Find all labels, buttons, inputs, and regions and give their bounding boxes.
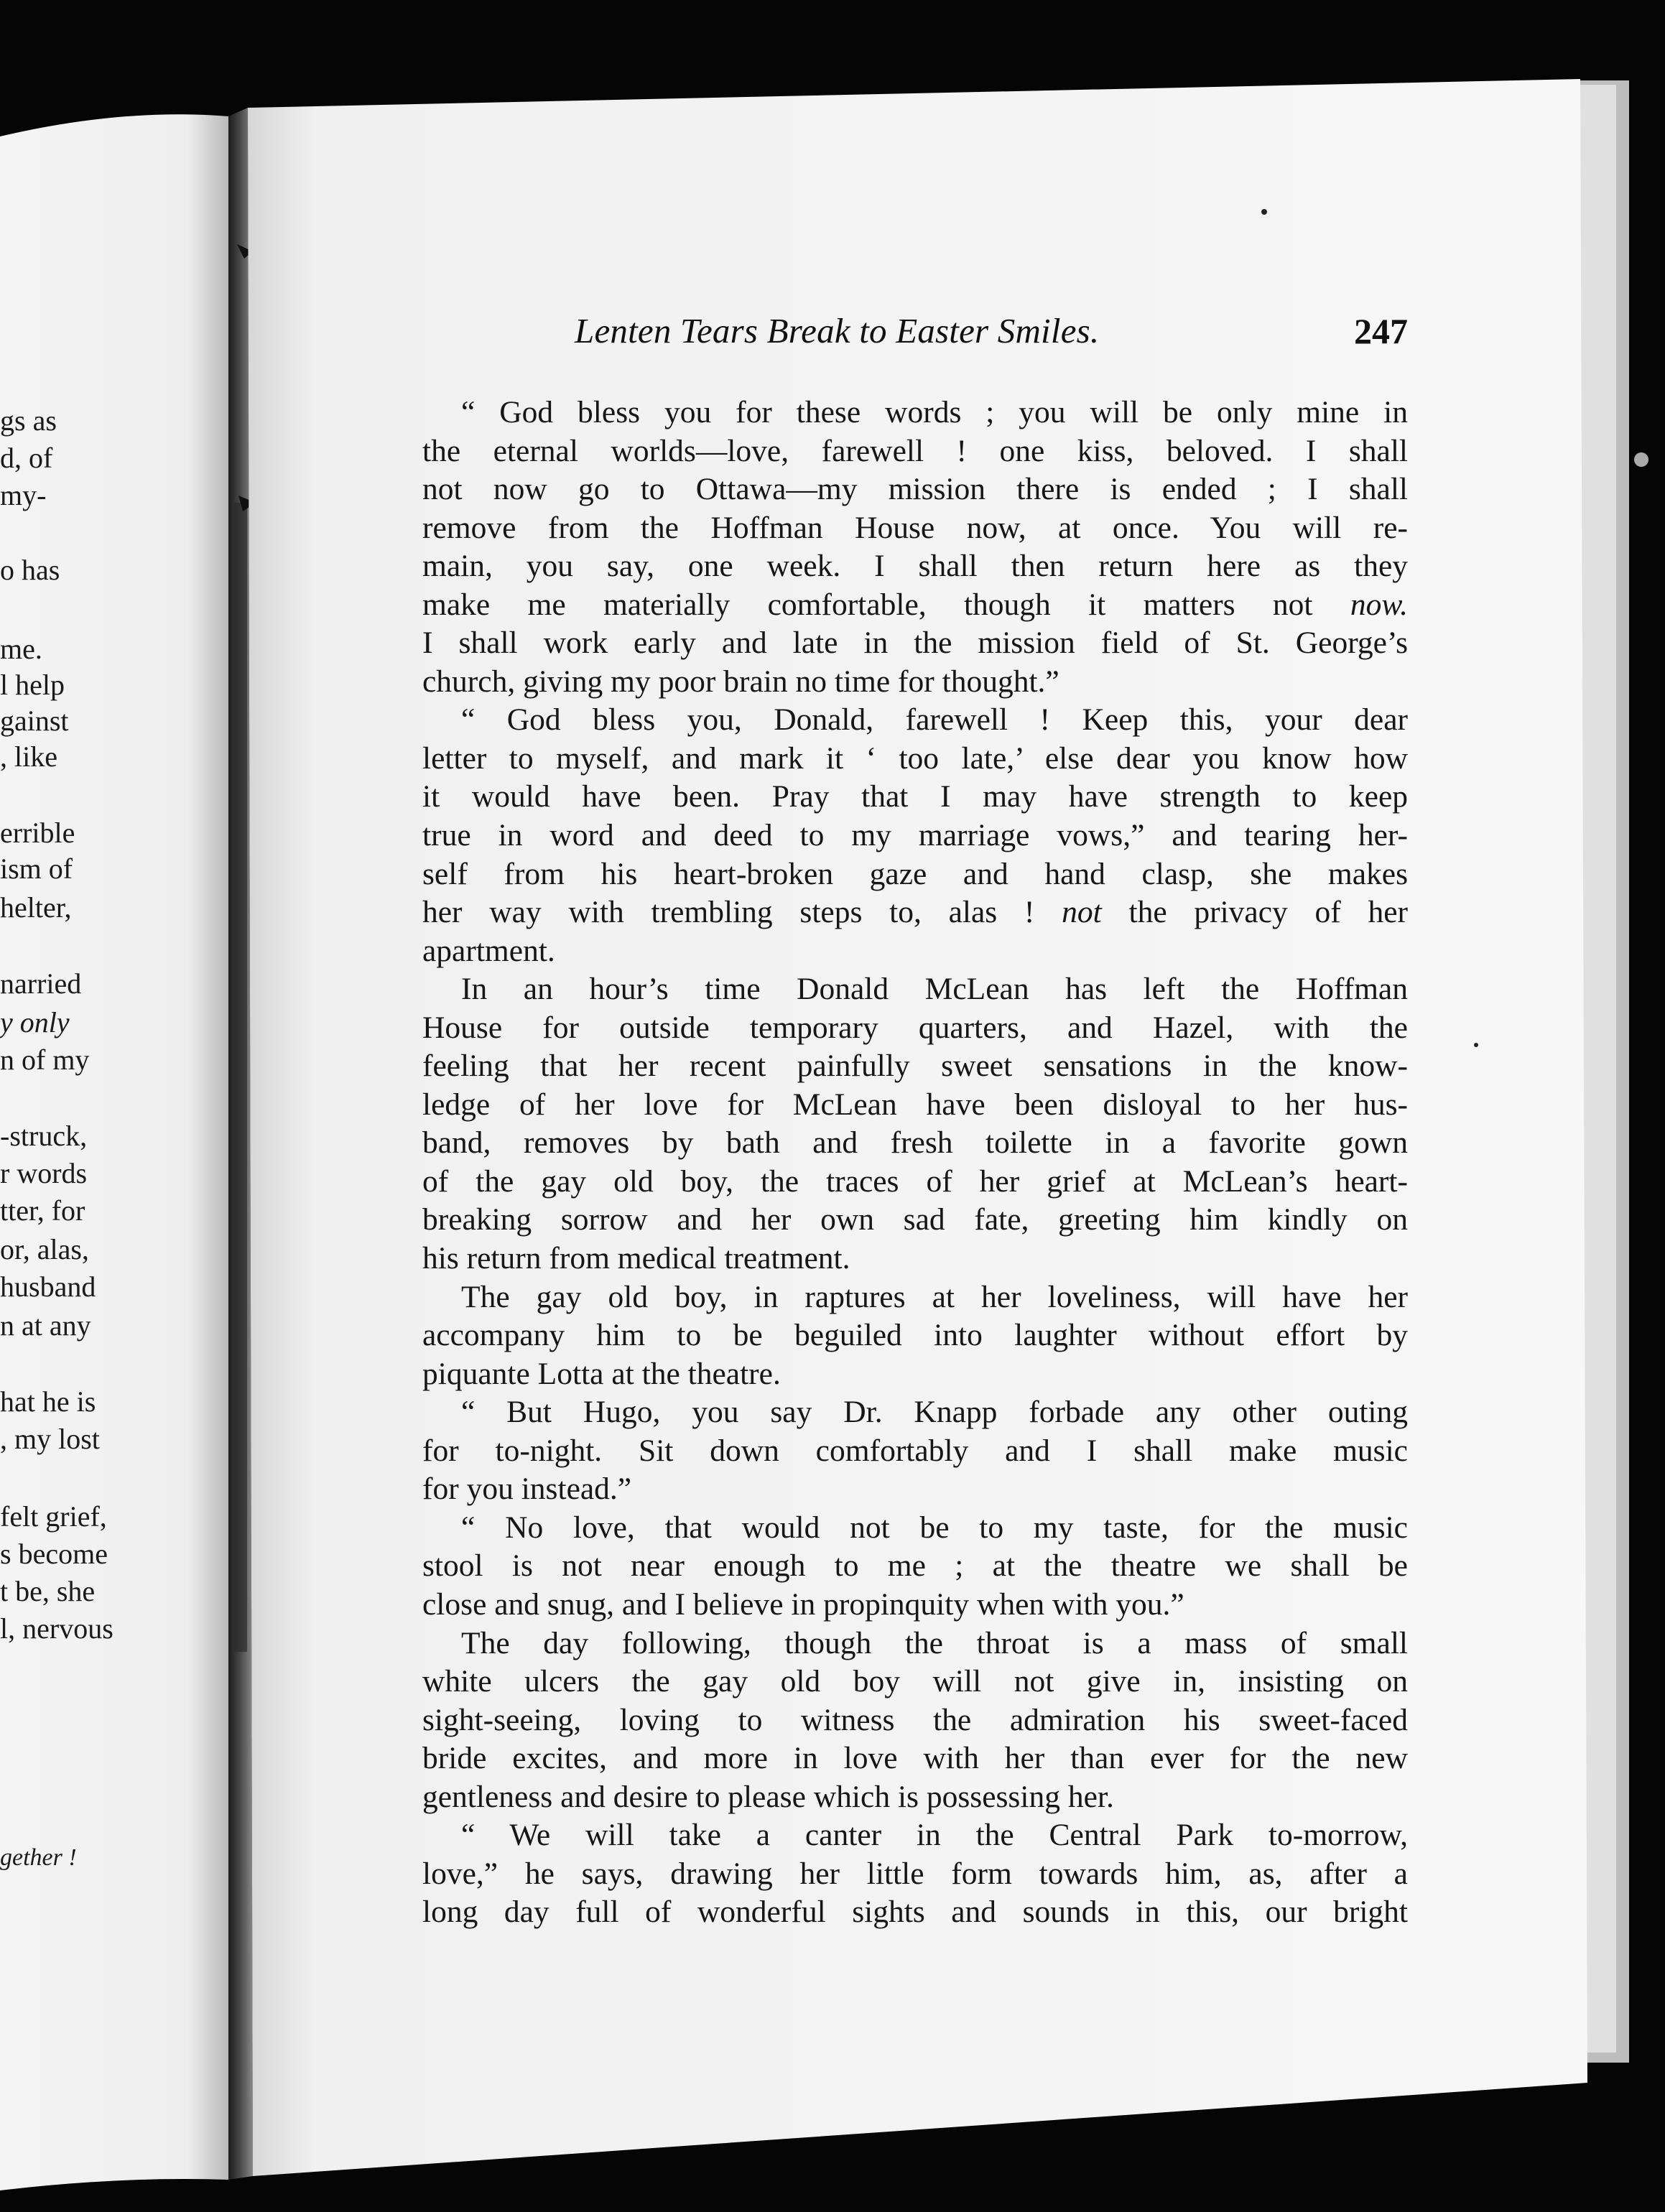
left-fragment: helter, (0, 891, 72, 924)
text-line: apartment. (422, 933, 555, 968)
text-line: her way with trembling steps to, alas ! not the privacy of her (422, 895, 1409, 930)
text-line: letter to myself, and mark it ‘ too late,’ else dear you know how (422, 740, 1408, 776)
left-fragment: , my lost (0, 1423, 100, 1455)
left-fragment: husband (0, 1270, 96, 1303)
body-text (422, 394, 1408, 1932)
text-line: feeling that her recent painfully sweet sensations in the know- (422, 1049, 1408, 1084)
left-fragment: d, of (0, 442, 53, 474)
left-fragment: s become (0, 1538, 108, 1570)
text-line: his return from medical treatment. (422, 1241, 850, 1276)
text-line: for to-night. Sit down comfortably and I shall make music (422, 1433, 1408, 1468)
left-fragment: -struck, (0, 1120, 88, 1152)
text-line: sight-seeing, loving to witness the admiration his sweet-faced (422, 1702, 1408, 1737)
text-line: “ No love, that would not be to my taste, for the music (461, 1510, 1408, 1545)
left-fragment: gs as (0, 404, 57, 437)
text-line: remove from the Hoffman House now, at once. You will re- (422, 510, 1408, 545)
text-line: bride excites, and more in love with her than ever for the new (422, 1741, 1408, 1776)
left-fragment: r words (0, 1157, 88, 1189)
left-fragment: hat he is (0, 1385, 96, 1418)
text-line: gentleness and desire to please which is possessing her. (422, 1779, 1114, 1814)
left-fragment: or, alas, (0, 1233, 89, 1265)
text-line: not now go to Ottawa—my mission there is ended ; I shall (422, 472, 1408, 507)
left-fragment: o has (0, 554, 60, 586)
left-page-text (0, 0, 244, 2212)
text-line: “ But Hugo, you say Dr. Knapp forbade any other outing (461, 1395, 1408, 1430)
italic-word: not (1062, 895, 1102, 930)
text-line: The day following, though the throat is a mass of small (461, 1625, 1408, 1660)
left-fragment: , like (0, 740, 57, 773)
left-fragment: ism of (0, 852, 73, 885)
left-fragment: my- (0, 479, 47, 511)
italic-word: now. (1350, 587, 1408, 622)
text-line: House for outside temporary quarters, and Hazel, with the (422, 1010, 1408, 1045)
left-fragment: tter, for (0, 1194, 85, 1227)
left-fragment: t be, she (0, 1575, 96, 1607)
text-line: “ God bless you, Donald, farewell ! Keep this, your dear (461, 702, 1408, 738)
left-fragment: y only (0, 1006, 70, 1038)
text-line: accompany him to be beguiled into laughter without effort by (422, 1318, 1408, 1353)
text-line: ledge of her love for McLean have been disloyal to her hus- (422, 1087, 1408, 1122)
text-line: close and snug, and I believe in propinquity when with you.” (422, 1586, 1184, 1622)
text-line: love,” he says, drawing her little form towards him, as, after a (422, 1856, 1408, 1891)
left-fragment: gainst (0, 705, 69, 737)
left-fragment: n at any (0, 1309, 91, 1342)
text-line: self from his heart-broken gaze and hand clasp, she makes (422, 856, 1408, 891)
text-line: make me materially comfortable, though it matters not now. (422, 587, 1408, 622)
text-line: I shall work early and late in the mission field of St. George’s (422, 626, 1408, 661)
text-line: of the gay old boy, the traces of her grief at McLean’s heart- (422, 1163, 1408, 1199)
text-line: the eternal worlds—love, farewell ! one kiss, beloved. I shall (422, 433, 1408, 468)
text-line: for you instead.” (422, 1472, 632, 1507)
text-line: long day full of wonderful sights and sounds in this, our bright (422, 1895, 1408, 1930)
left-fragment: errible (0, 817, 75, 849)
left-fragment: n of my (0, 1044, 90, 1076)
text-line: main, you say, one week. I shall then return here as they (422, 549, 1408, 584)
text-line: In an hour’s time Donald McLean has left the Hoffman (461, 972, 1408, 1007)
left-fragment: me. (0, 633, 42, 665)
left-fragment: narried (0, 967, 82, 1000)
left-fragment: gether ! (0, 1844, 77, 1871)
text-line: “ We will take a canter in the Central Park to-morrow, (461, 1818, 1408, 1853)
page-number: 247 (1354, 311, 1408, 351)
running-title: Lenten Tears Break to Easter Smiles. (575, 311, 1100, 350)
left-fragment: l, nervous (0, 1612, 113, 1645)
text-line: true in word and deed to my marriage vows,” and tearing her- (422, 818, 1408, 853)
text-line: band, removes by bath and fresh toilette in a favorite gown (422, 1125, 1408, 1161)
left-fragment: felt grief, (0, 1500, 107, 1533)
text-line: piquante Lotta at the theatre. (422, 1356, 781, 1391)
running-head (575, 310, 1408, 350)
text-line: church, giving my poor brain no time for thought.” (422, 664, 1059, 699)
text-line: The gay old boy, in raptures at her loveliness, will have her (461, 1279, 1408, 1314)
text-line: it would have been. Pray that I may have strength to keep (422, 779, 1408, 814)
left-fragment: l help (0, 669, 65, 701)
text-line: white ulcers the gay old boy will not give in, insisting on (422, 1664, 1408, 1699)
text-line: breaking sorrow and her own sad fate, greeting him kindly on (422, 1202, 1408, 1237)
text-line: “ God bless you for these words ; you will be only mine in (461, 395, 1408, 429)
text-line: stool is not near enough to me ; at the theatre we shall be (422, 1548, 1408, 1584)
